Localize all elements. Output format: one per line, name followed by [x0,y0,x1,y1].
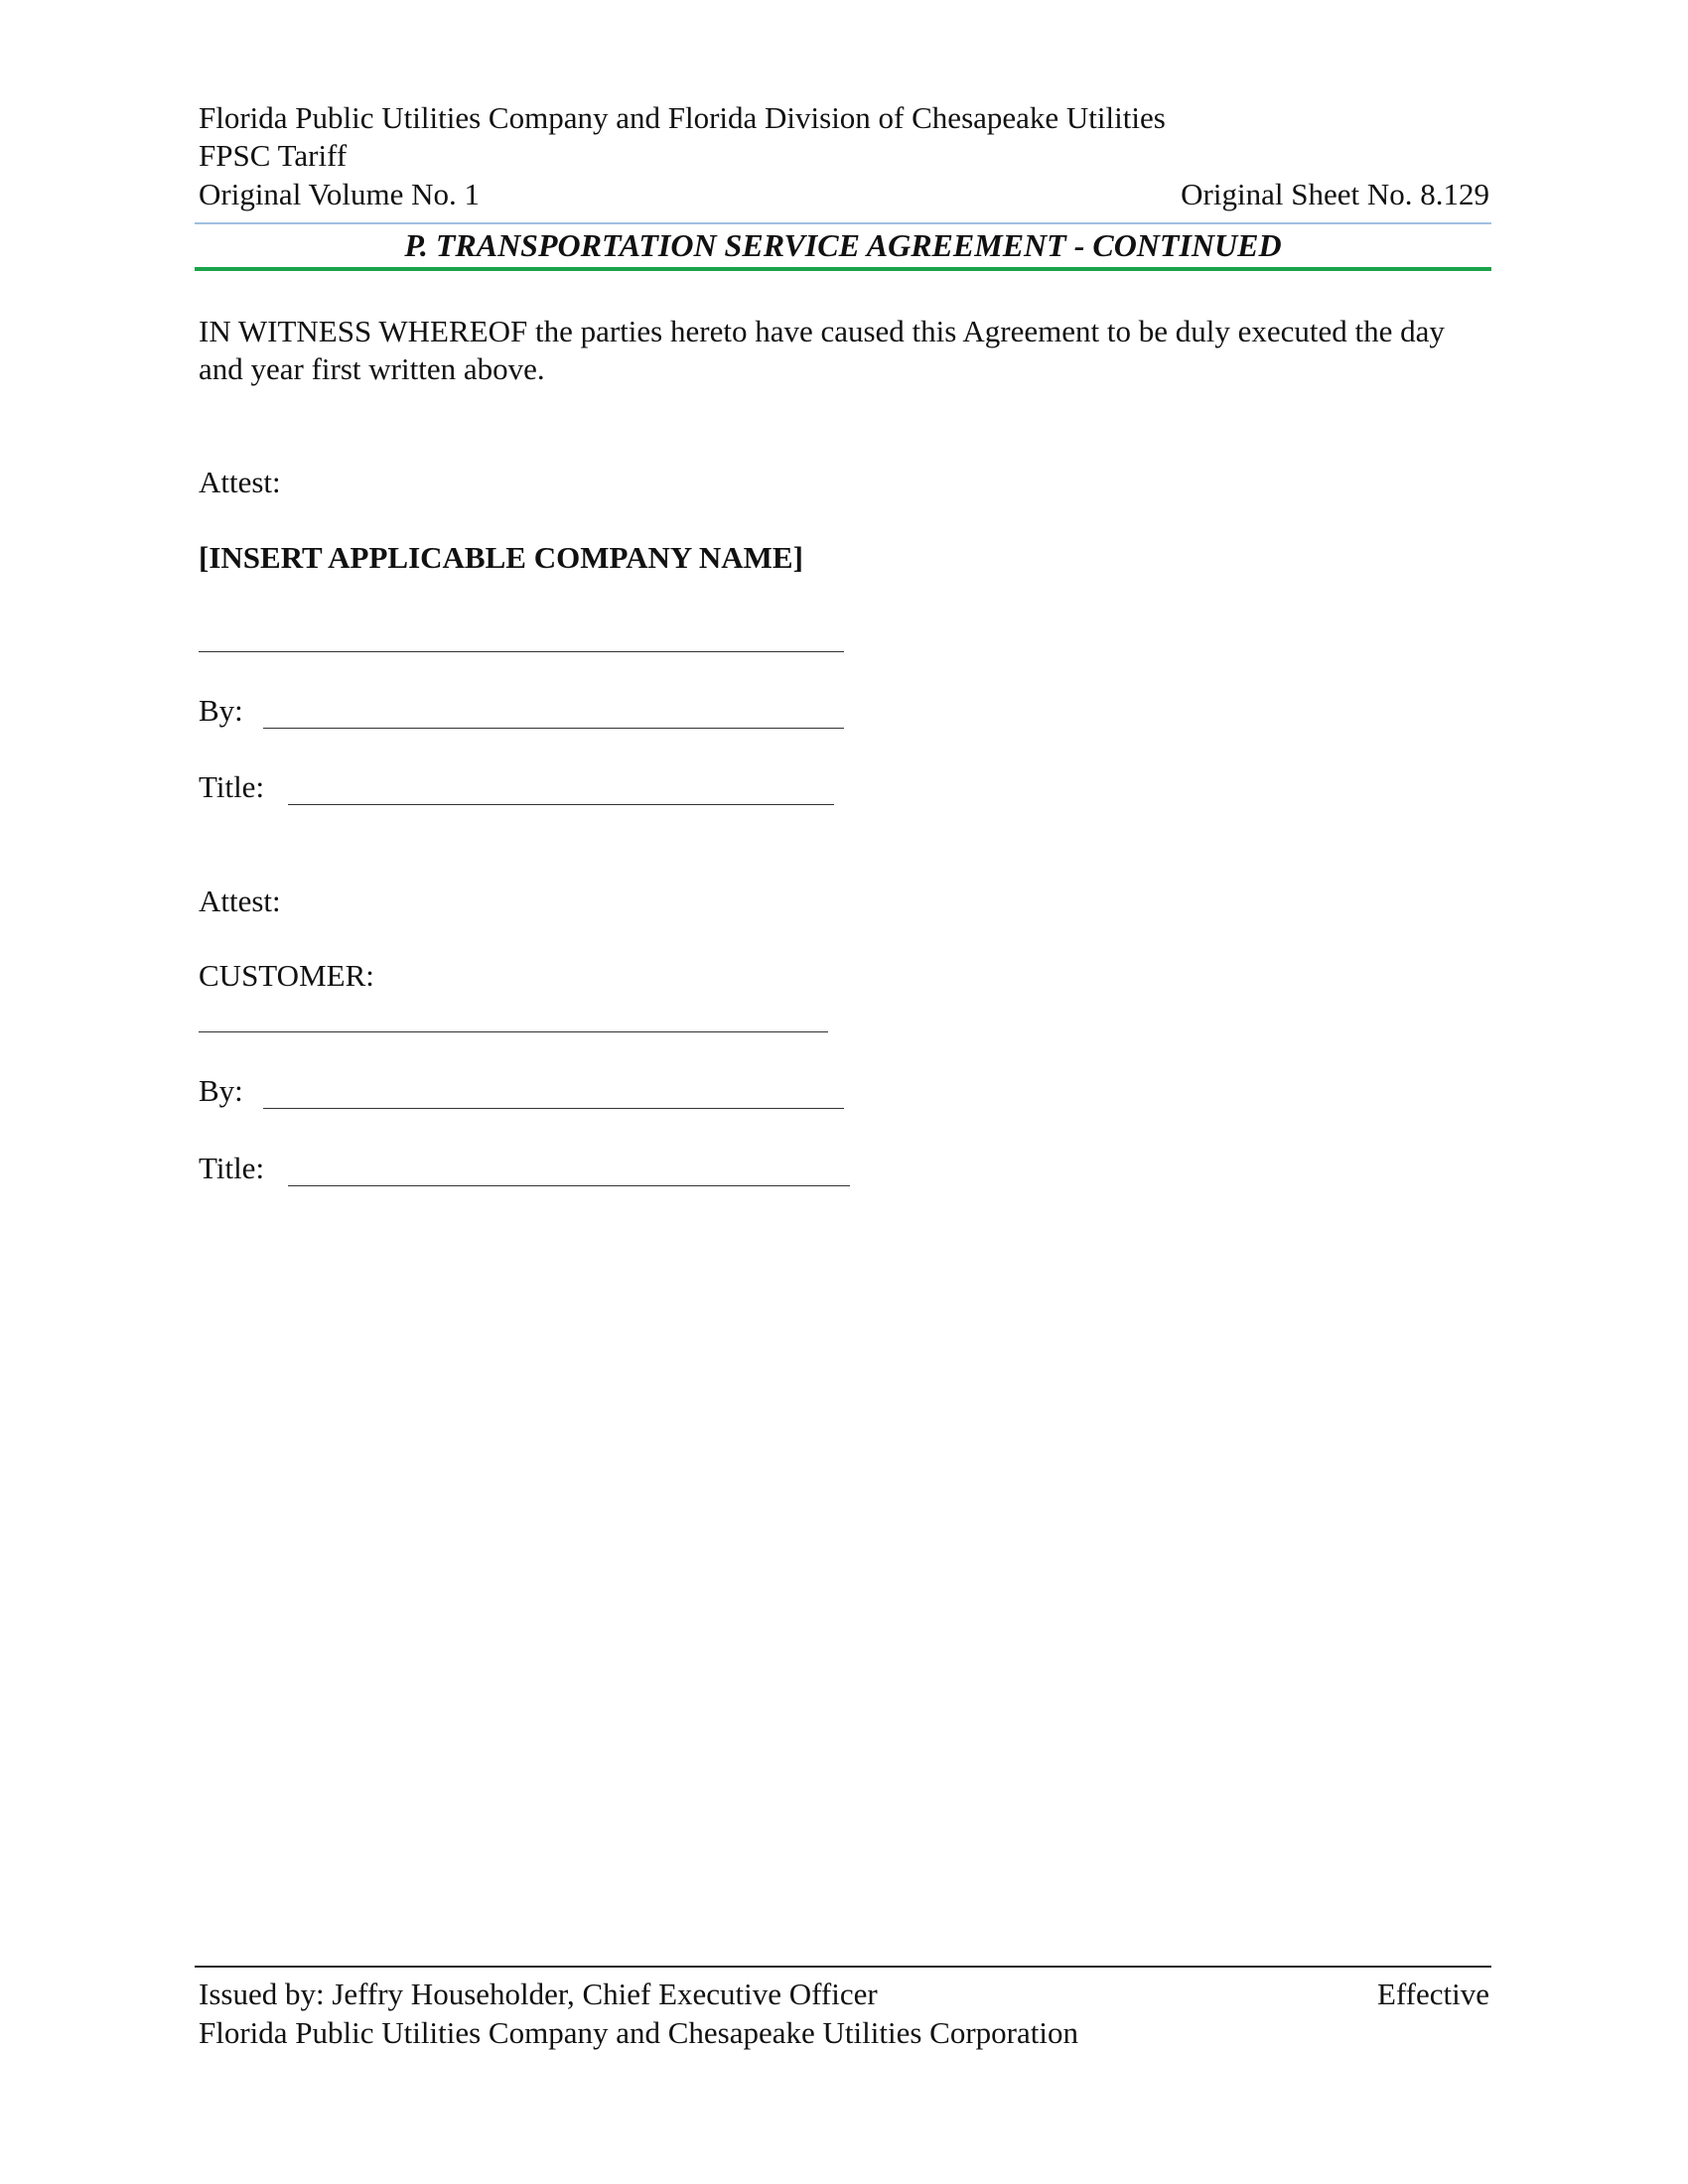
footer-effective-label: Effective [1376,1977,1489,2011]
company-title-line [288,804,834,805]
footer-issued-by: Issued by: Jeffry Householder, Chief Executive Officer [199,1977,878,2011]
company-by-line [263,728,844,729]
header-divider-blue [195,222,1491,224]
customer-title-line [288,1185,850,1186]
company-name-placeholder: [INSERT APPLICABLE COMPANY NAME] [199,540,803,575]
company-attest-label: Attest: [199,465,281,499]
customer-by-label: By: [199,1073,243,1108]
header-tariff-line: FPSC Tariff [199,138,348,173]
header-company-line: Florida Public Utilities Company and Florida Division of Chesapeake Utilities [199,100,1166,135]
footer-divider [195,1966,1491,1968]
header-divider-green [195,267,1491,271]
footer-company-line: Florida Public Utilities Company and Chesapeake Utilities Corporation [199,2015,1078,2050]
company-signature-line [199,651,844,652]
header-volume-line: Original Volume No. 1 [199,177,481,211]
customer-title-label: Title: [199,1151,265,1185]
header-sheet-number: Original Sheet No. 8.129 [1181,177,1489,211]
company-by-label: By: [199,693,243,728]
customer-attest-label: Attest: [199,884,281,918]
section-title: P. TRANSPORTATION SERVICE AGREEMENT - CONTINUED [404,227,1282,263]
customer-by-line [263,1108,844,1109]
company-title-label: Title: [199,769,265,804]
witness-paragraph: IN WITNESS WHEREOF the parties hereto have caused this Agreement to be duly executed the day and year first written above. [199,314,1445,386]
customer-label: CUSTOMER: [199,958,374,993]
customer-signature-line [199,1031,828,1032]
